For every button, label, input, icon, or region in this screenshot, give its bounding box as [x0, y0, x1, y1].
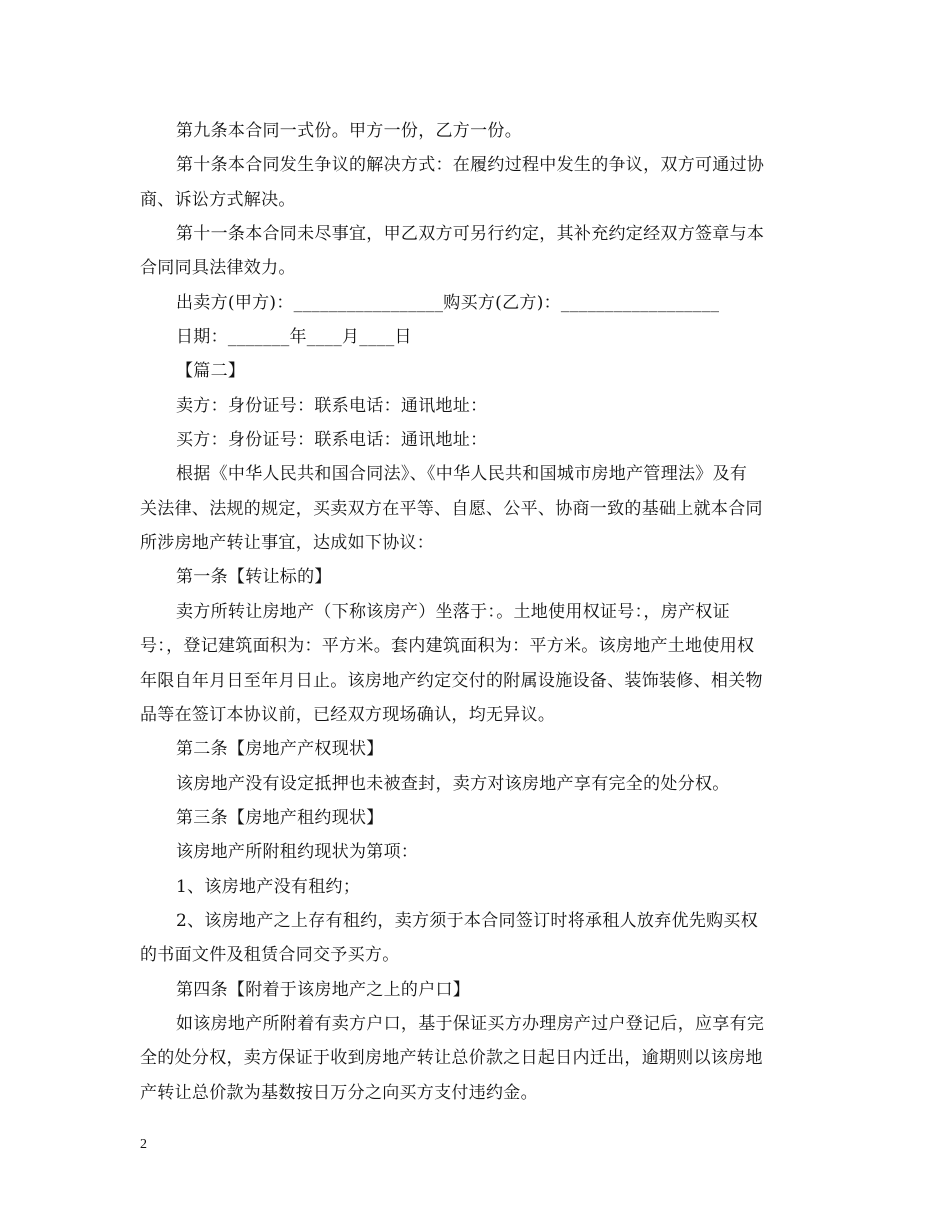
text-line: 品等在签订本协议前，已经双方现场确认，均无异议。 — [140, 704, 556, 725]
text-line: 买方：身份证号：联系电话：通讯地址： — [176, 430, 488, 451]
text-line: 出卖方(甲方)：_________________购买方(乙方)：__________________ — [176, 292, 720, 313]
text-line: 根据《中华人民共和国合同法》、《中华人民共和国城市房地产管理法》及有 — [176, 464, 748, 485]
text-line: 关法律、法规的规定，买卖双方在平等、自愿、公平、协商一致的基础上就本合同 — [140, 498, 763, 519]
text-line: 第一条【转让标的】 — [176, 567, 332, 588]
text-line: 第二条【房地产产权现状】 — [176, 739, 384, 760]
text-line: 卖方：身份证号：联系电话：通讯地址： — [176, 395, 488, 416]
text-line: 第四条【附着于该房地产之上的户口】 — [176, 979, 471, 1000]
text-line: 合同同具法律效力。 — [140, 258, 296, 279]
text-line: 年限自年月日至年月日止。该房地产约定交付的附属设施设备、装饰装修、相关物 — [140, 670, 763, 691]
text-line: 该房地产所附租约现状为第项： — [176, 842, 419, 863]
text-line: 第十条本合同发生争议的解决方式：在履约过程中发生的争议，双方可通过协 — [176, 155, 765, 176]
text-line: 如该房地产所附着有卖方户口，基于保证买方办理房产过户登记后，应享有完 — [176, 1013, 765, 1034]
text-line: 第三条【房地产租约现状】 — [176, 807, 384, 828]
text-line: 该房地产没有设定抵押也未被查封，卖方对该房地产享有完全的处分权。 — [176, 773, 730, 794]
text-line: 号：，登记建筑面积为：平方米。套内建筑面积为：平方米。该房地产土地使用权 — [140, 636, 755, 657]
text-line: 第九条本合同一式份。甲方一份，乙方一份。 — [176, 121, 522, 141]
text-line: 第十一条本合同未尽事宜，甲乙双方可另行约定，其补充约定经双方签章与本 — [176, 224, 765, 245]
text-line: 【篇二】 — [176, 361, 246, 382]
text-line: 的书面文件及租赁合同交予买方。 — [140, 945, 400, 966]
text-line: 全的处分权，卖方保证于收到房地产转让总价款之日起日内迁出，逾期则以该房地 — [140, 1048, 763, 1069]
page-number: 2 — [140, 1137, 147, 1152]
text-line: 1、该房地产没有租约； — [176, 876, 361, 897]
text-line: 所涉房地产转让事宜，达成如下协议： — [140, 533, 435, 554]
text-line: 日期：_______年____月____日 — [176, 327, 412, 348]
text-line: 2、该房地产之上存有租约，卖方须于本合同签订时将承租人放弃优先购买权 — [176, 910, 759, 931]
text-line: 卖方所转让房地产（下称该房产）坐落于：。土地使用权证号：，房产权证 — [176, 601, 730, 622]
text-line: 商、诉讼方式解决。 — [140, 189, 296, 210]
document-body — [140, 114, 812, 1110]
text-line: 产转让总价款为基数按日万分之向买方支付违约金。 — [140, 1082, 538, 1103]
